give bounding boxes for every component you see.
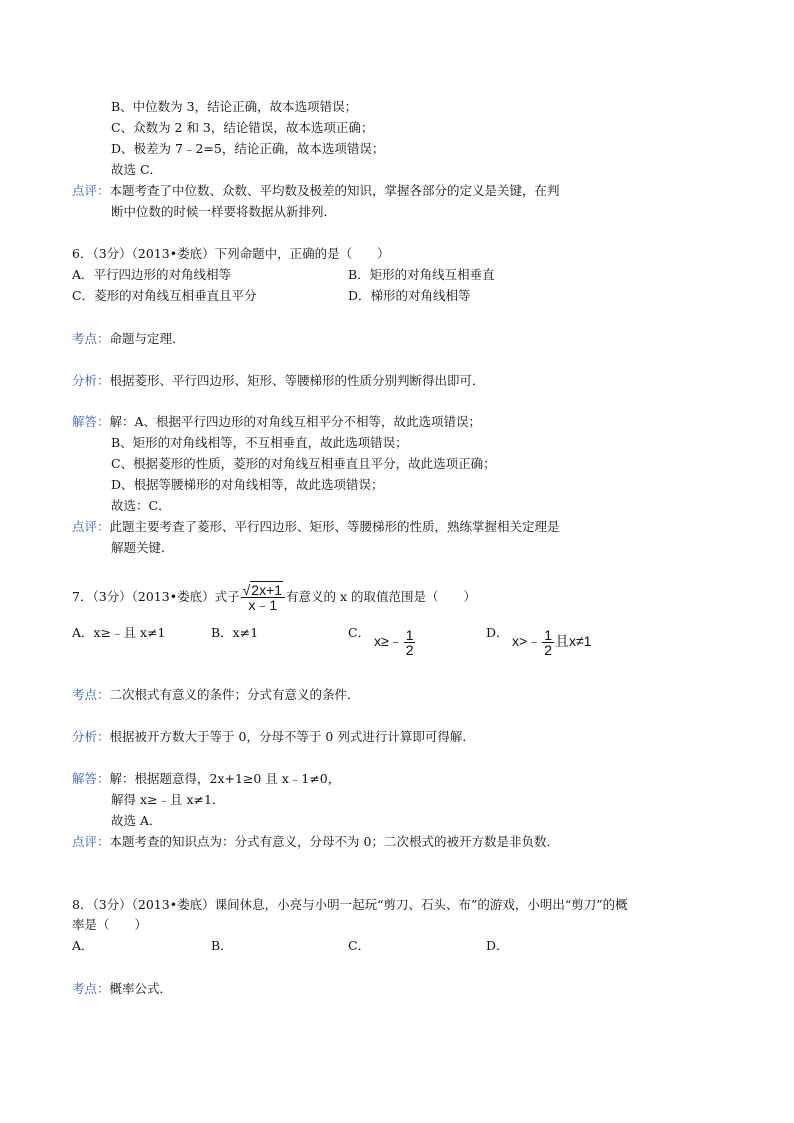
kaodian-label: 考点： [72, 331, 110, 346]
q7-option-c-math [374, 626, 416, 657]
comment-label: 点评： [72, 183, 110, 198]
q6-dianping-text-2: 解题关键． [111, 540, 174, 555]
q7-option-a: A．x≥﹣且 x≠1 [72, 625, 166, 640]
q6-option-a: A．平行四边形的对角线相等 [72, 267, 232, 282]
q6-jieda-text-3: C、根据菱形的性质，菱形的对角线互相垂直且平分，故此选项正确； [111, 456, 496, 471]
q5-comment [72, 182, 560, 200]
kaodian-label: 考点： [72, 981, 110, 996]
half-numerator: 1 [544, 626, 552, 643]
half-denominator: 2 [544, 641, 552, 658]
q7-option-c-expression: x≥﹣ [374, 633, 403, 649]
q8-kaodian [72, 980, 172, 998]
q6-fenxi-text: 根据菱形、平行四边形、矩形、等腰梯形的性质分别判断得出即可． [109, 373, 485, 388]
one-half-fraction [404, 628, 416, 657]
q5-option-b-explanation: B、中位数为 3，结论正确，故本选项错误； [111, 99, 358, 114]
q6-jieda-text-5: 故选：C． [111, 498, 171, 513]
q7-denominator: x﹣1 [248, 597, 278, 613]
q7-jieda-text-3: 故选 A． [111, 813, 162, 828]
jieda-label: 解答： [72, 771, 110, 786]
q7-option-d-condition: 且x≠1 [554, 633, 592, 649]
dianping-label: 点评： [72, 519, 110, 534]
kaodian-label: 考点： [72, 687, 110, 702]
q6-jieda-text-1: 解：A、根据平行四边形的对角线互相平分不相等，故此选项错误； [109, 414, 482, 429]
q5-option-c-explanation: C、众数为 2 和 3，结论错误，故本选项正确； [111, 120, 374, 135]
q6-fenxi [72, 372, 485, 390]
q5-comment-text-2: 断中位数的时候一样要将数据从新排列． [111, 204, 337, 219]
q7-kaodian-text: 二次根式有意义的条件；分式有意义的条件． [109, 687, 360, 702]
q6-dianping-text-1: 此题主要考查了菱形、平行四边形、矩形、等腰梯形的性质，熟练掌握相关定理是 [109, 519, 560, 534]
q7-jieda-text-1: 解：根据题意得，2x+1≥0 且 x﹣1≠0， [109, 771, 341, 786]
q7-fenxi [72, 728, 475, 746]
q7-fenxi-text: 根据被开方数大于等于 0，分母不等于 0 列式进行计算即可得解． [109, 729, 475, 744]
half-denominator: 2 [405, 641, 414, 658]
q7-option-d-math [512, 626, 591, 657]
q5-option-d-explanation: D、极差为 7﹣2=5，结论正确，故本选项错误； [111, 141, 385, 156]
q6-option-c: C．菱形的对角线互相垂直且平分 [72, 288, 257, 303]
fenxi-label: 分析： [72, 373, 110, 388]
q8-stem-2: 率是（ ） [72, 917, 148, 932]
q8-stem-1: 8．（3分）（2013•娄底）课间休息，小亮与小明一起玩“剪刀、石头、布”的游戏，小明出“剪刀”的概 [72, 897, 628, 912]
q7-option-d-label: D． [486, 625, 509, 640]
q7-dianping-text: 本题考查的知识点为：分式有意义，分母不为 0；二次根式的被开方数是非负数． [109, 834, 559, 849]
q8-option-a: A． [72, 938, 94, 953]
q7-option-b: B．x≠1 [211, 625, 259, 640]
fenxi-label: 分析： [72, 729, 110, 744]
q6-option-d: D．梯形的对角线相等 [348, 288, 471, 303]
q5-comment-text-1: 本题考查了中位数、众数、平均数及极差的知识，掌握各部分的定义是关键，在判 [109, 183, 560, 198]
q7-option-c-label: C． [348, 625, 371, 640]
q6-stem: 6．（3分）（2013•娄底）下列命题中，正确的是（ ） [72, 246, 390, 261]
q7-jieda [72, 770, 340, 788]
q7-stem-suffix: 有意义的 x 的取值范围是（ ） [286, 589, 477, 604]
q7-option-d-expression: x>﹣ [512, 633, 542, 649]
q7-fraction [241, 583, 285, 612]
q6-jieda-text-2: B、矩形的对角线相等，不互相垂直，故此选项错误； [111, 435, 408, 450]
q6-jieda [72, 413, 481, 431]
q8-kaodian-text: 概率公式． [109, 981, 173, 996]
q7-dianping [72, 833, 559, 851]
q6-option-b: B．矩形的对角线互相垂直 [348, 267, 495, 282]
q6-kaodian-text: 命题与定理． [109, 331, 185, 346]
one-half-fraction [542, 628, 554, 657]
half-numerator: 1 [405, 626, 414, 643]
q8-option-d: D． [486, 938, 509, 953]
q6-dianping [72, 518, 560, 536]
q7-jieda-text-2: 解得 x≥﹣且 x≠1． [111, 792, 225, 807]
dianping-label: 点评： [72, 834, 110, 849]
q5-choice: 故选 C． [111, 162, 163, 177]
q7-stem-prefix: 7．（3分）（2013•娄底）式子 [72, 589, 240, 604]
q8-option-b: B． [211, 938, 233, 953]
square-root-icon: √2x+1 [242, 582, 283, 598]
q6-kaodian [72, 330, 185, 348]
q7-stem [72, 582, 476, 612]
q8-option-c: C． [348, 938, 371, 953]
q7-radicand: 2x+1 [251, 582, 283, 598]
jieda-label: 解答： [72, 414, 110, 429]
q6-jieda-text-4: D、根据等腰梯形的对角线相等，故此选项错误； [111, 477, 384, 492]
q7-kaodian [72, 686, 360, 704]
